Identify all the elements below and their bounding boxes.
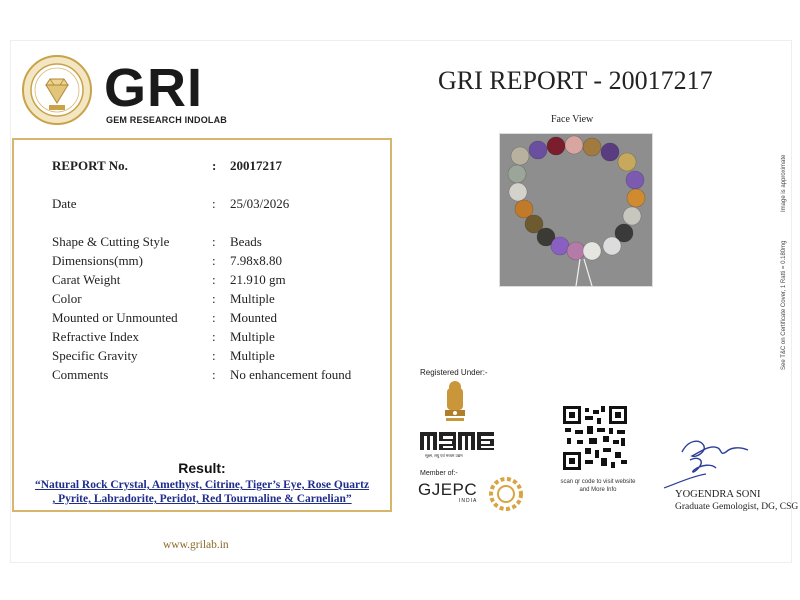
result-line: , Pyrite, Labradorite, Peridot, Red Tourmaline & Carnelian” [52,493,352,505]
detail-colon: : [212,329,216,344]
detail-colon: : [212,348,216,363]
result-line: “Natural Rock Crystal, Amethyst, Citrine, Tiger’s Eye, Rose Quartz [34,479,370,491]
detail-value: Multiple [230,348,275,363]
gjepc-india-text: INDIA [459,498,478,504]
qr-caption [556,478,640,494]
detail-label: Dimensions(mm) [52,253,143,268]
report-title: GRI REPORT - 20017217 [438,66,713,95]
detail-colon: : [212,310,216,325]
side-note-line2: Image is approximate [781,154,787,212]
detail-value: Multiple [230,291,275,306]
member-label: Member of:- [420,470,458,477]
signatory-title: Graduate Gemologist, DG, CSG [675,502,799,512]
qr-caption-line: scan qr code to visit website [560,479,636,485]
gjepc-logo-text: GJEPC [418,480,478,499]
detail-colon: : [212,234,216,249]
qr-code-icon[interactable] [563,406,627,470]
detail-label: REPORT No. [52,158,128,173]
detail-colon: : [212,291,216,306]
detail-label: Shape & Cutting Style [52,234,170,249]
detail-label: Specific Gravity [52,348,138,363]
side-note-line1: See T&C on Certificate Cover, 1 Ratti = 0.180mg [781,240,787,370]
signatory-name: YOGENDRA SONI [675,489,761,500]
bracelet-photo [499,133,653,287]
detail-label: Date [52,196,77,211]
gjepc-emblem-icon [488,476,524,512]
detail-value: Multiple [230,329,275,344]
result-title: Result: [178,460,226,476]
msme-subtitle: सूक्ष्म, लघु एवं मध्यम उद्यम [425,453,463,458]
brand-subtitle: GEM RESEARCH INDOLAB [106,115,228,125]
detail-value: Mounted [230,310,277,325]
detail-colon: : [212,253,216,268]
detail-colon: : [212,272,216,287]
side-note [779,154,793,370]
detail-value: 25/03/2026 [230,196,290,211]
website-url[interactable]: www.grilab.in [163,539,229,551]
national-emblem-icon [440,380,470,428]
detail-label: Comments [52,367,109,382]
detail-colon: : [212,367,216,382]
report-details-box [12,138,392,512]
detail-value: 7.98x8.80 [230,253,282,268]
photo-label: Face View [551,114,594,125]
qr-caption-line: and More Info [579,487,617,493]
detail-label: Mounted or Unmounted [52,310,178,325]
result-text [20,478,384,506]
brand-name: GRI [104,58,204,118]
bracelet-image [500,134,652,286]
detail-colon: : [212,196,216,211]
gri-seal-icon [22,55,92,125]
registered-label: Registered Under:- [420,368,488,377]
detail-colon: : [212,158,217,173]
detail-label: Refractive Index [52,329,139,344]
handwritten-signature [660,430,760,490]
detail-value: No enhancement found [230,367,352,382]
msme-logo-icon [420,430,496,452]
detail-label: Color [52,291,82,306]
detail-value: 20017217 [230,158,282,173]
detail-label: Carat Weight [52,272,121,287]
detail-value: Beads [230,234,262,249]
detail-value: 21.910 gm [230,272,286,287]
